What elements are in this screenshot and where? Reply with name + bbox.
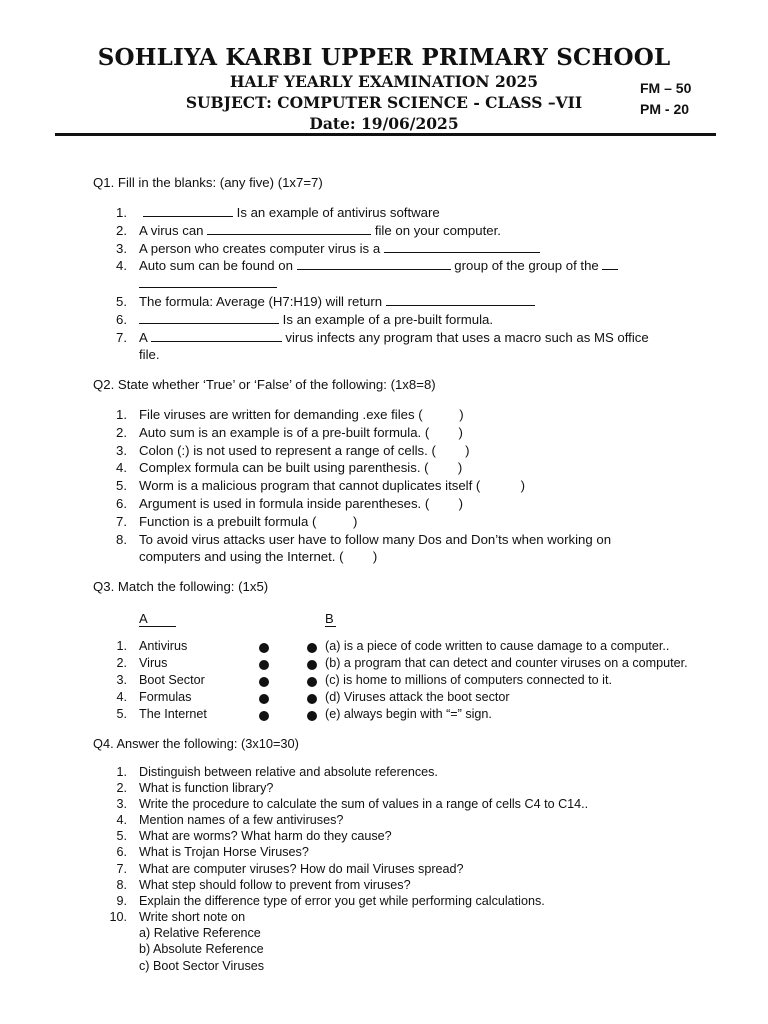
item-text: Colon (:) is not used to represent a range of cells. ( ) (139, 442, 470, 458)
item-number: 4. (116, 690, 127, 704)
answer-blank[interactable] (151, 329, 282, 342)
answer-blank[interactable] (207, 222, 371, 235)
item-number: 6. (116, 845, 127, 860)
item-number: 1. (116, 765, 127, 779)
item-text: Worm is a malicious program that cannot duplicates itself ( ) (139, 478, 525, 494)
q2-list (93, 406, 713, 566)
answer-blank[interactable] (139, 311, 279, 324)
item-number: 2. (116, 781, 127, 796)
item-text: Write short note on (139, 909, 246, 924)
item-number: 5. (116, 829, 127, 844)
item-number: 2. (116, 656, 127, 670)
item-text: Is an example of a pre-built formula. (279, 311, 494, 327)
item-text: A virus can (139, 222, 208, 238)
item-number: 5. (116, 707, 127, 721)
match-row (93, 673, 733, 690)
list-item (93, 459, 713, 477)
exam-title: HALF YEARLY EXAMINATION 2025 (229, 72, 539, 91)
item-text: computers and using the Internet. ( ) (139, 549, 378, 565)
item-number: 3. (116, 673, 127, 687)
right-dot-icon[interactable] (307, 694, 317, 704)
right-dot-icon[interactable] (307, 660, 317, 670)
list-item (93, 329, 713, 365)
match-term: Boot Sector (139, 673, 205, 687)
item-text: Write the procedure to calculate the sum of values in a range of cells C4 to C14.. (139, 797, 589, 812)
item-text: What is function library? (139, 781, 274, 796)
list-item (93, 513, 713, 531)
item-number: 4. (116, 258, 127, 274)
q3-heading: Q3. Match the following: (1x5) (93, 579, 269, 594)
list-item (93, 240, 713, 258)
answer-blank[interactable] (143, 204, 233, 217)
item-number: 3. (116, 442, 127, 458)
answer-blank[interactable] (139, 275, 277, 288)
list-item (93, 812, 713, 828)
list-item (93, 222, 713, 240)
list-item (93, 442, 713, 460)
sub-item: a) Relative Reference (139, 925, 261, 940)
list-item (93, 861, 713, 877)
list-item (93, 311, 713, 329)
list-item (93, 877, 713, 893)
item-number: 4. (116, 460, 127, 476)
match-description: (d) Viruses attack the boot sector (325, 690, 510, 704)
item-number: 8. (116, 531, 127, 547)
left-dot-icon[interactable] (259, 643, 269, 653)
full-marks: FM – 50 (640, 80, 692, 96)
left-dot-icon[interactable] (259, 677, 269, 687)
item-number: 1. (116, 407, 127, 422)
answer-blank[interactable] (602, 257, 618, 270)
answer-blank[interactable] (384, 240, 540, 253)
item-number: 8. (116, 877, 127, 892)
header-divider (55, 133, 716, 136)
match-term: The Internet (139, 707, 207, 721)
match-row (93, 690, 733, 707)
item-text: Mention names of a few antiviruses? (139, 813, 344, 828)
match-description: (b) a program that can detect and counter viruses on a computer. (325, 656, 688, 670)
left-dot-icon[interactable] (259, 694, 269, 704)
item-text: What is Trojan Horse Viruses? (139, 845, 309, 860)
list-item (93, 406, 713, 424)
item-text: A (139, 329, 151, 345)
list-item (93, 796, 713, 812)
item-number: 10. (109, 909, 127, 924)
item-text: file on your computer. (371, 222, 501, 238)
match-row (93, 707, 733, 724)
right-dot-icon[interactable] (307, 711, 317, 721)
q4-list (93, 764, 713, 974)
list-item (93, 257, 713, 293)
item-text: Argument is used in formula inside parentheses. ( ) (139, 495, 463, 511)
answer-blank[interactable] (297, 257, 451, 270)
item-text: file. (139, 347, 160, 363)
item-text: Auto sum can be found on (139, 258, 297, 274)
item-text: Is an example of antivirus software (233, 205, 440, 220)
item-number: 5. (116, 293, 127, 309)
answer-blank[interactable] (386, 293, 535, 306)
column-a-header: A (139, 611, 176, 626)
pass-marks: PM - 20 (640, 101, 690, 117)
item-text: The formula: Average (H7:H19) will return (139, 293, 386, 309)
q1-heading: Q1. Fill in the blanks: (any five) (1x7=7) (93, 175, 323, 190)
exam-date: Date: 19/06/2025 (309, 114, 459, 133)
item-number: 1. (116, 639, 127, 653)
item-number: 5. (116, 478, 127, 494)
match-table (93, 639, 733, 724)
list-item (93, 780, 713, 796)
item-text: To avoid virus attacks user have to follow many Dos and Don’ts when working on (139, 531, 612, 547)
item-number: 2. (116, 222, 127, 238)
match-term: Antivirus (139, 639, 188, 653)
item-text: What are computer viruses? How do mail Viruses spread? (139, 861, 464, 876)
list-item (93, 293, 713, 311)
item-text: Explain the difference type of error you get while performing calculations. (139, 893, 545, 908)
item-number: 7. (116, 861, 127, 876)
item-number: 9. (116, 893, 127, 908)
item-number: 4. (116, 813, 127, 828)
list-item (93, 893, 713, 909)
item-text: A person who creates computer virus is a (139, 240, 384, 256)
match-description: (e) always begin with “=” sign. (325, 707, 492, 721)
sub-item: c) Boot Sector Viruses (139, 958, 265, 973)
left-dot-icon[interactable] (259, 660, 269, 670)
list-item (93, 424, 713, 442)
q2-heading: Q2. State whether ‘True’ or ‘False’ of the following: (1x8=8) (93, 377, 436, 392)
item-number: 2. (116, 424, 127, 440)
right-dot-icon[interactable] (307, 643, 317, 653)
item-number: 3. (116, 797, 127, 812)
item-number: 3. (116, 240, 127, 256)
match-row (93, 656, 733, 673)
list-item (93, 909, 713, 974)
item-text: virus infects any program that uses a macro such as MS office (281, 329, 649, 345)
right-dot-icon[interactable] (307, 677, 317, 687)
sub-item: b) Absolute Reference (139, 942, 264, 957)
match-description: (c) is home to millions of computers connected to it. (325, 673, 612, 687)
item-text: File viruses are written for demanding .exe files ( ) (139, 407, 464, 422)
item-number: 1. (116, 205, 127, 220)
list-item (93, 495, 713, 513)
item-text: What are worms? What harm do they cause? (139, 829, 392, 844)
school-name: SOHLIYA KARBI UPPER PRIMARY SCHOOL (97, 44, 671, 71)
list-item (93, 844, 713, 860)
item-text: Auto sum is an example is of a pre-built formula. ( ) (139, 424, 463, 440)
item-number: 6. (116, 311, 127, 327)
q4-heading: Q4. Answer the following: (3x10=30) (93, 736, 299, 751)
item-text: Function is a prebuilt formula ( ) (139, 513, 358, 529)
item-text: Distinguish between relative and absolute references. (139, 765, 438, 779)
item-number: 7. (116, 329, 127, 345)
list-item (93, 828, 713, 844)
item-text: group of the group of the (450, 258, 603, 274)
list-item (93, 764, 713, 780)
item-text: Complex formula can be built using parenthesis. ( ) (139, 460, 463, 476)
item-number: 6. (116, 495, 127, 511)
column-b-header: B (325, 611, 334, 626)
q1-list (93, 204, 713, 364)
match-description: (a) is a piece of code written to cause damage to a computer.. (325, 639, 670, 653)
left-dot-icon[interactable] (259, 711, 269, 721)
list-item (93, 204, 713, 222)
match-term: Formulas (139, 690, 192, 704)
list-item (93, 531, 713, 567)
sub-list (139, 925, 713, 974)
subject-line: SUBJECT: COMPUTER SCIENCE - CLASS –VII (185, 93, 583, 112)
list-item (93, 477, 713, 495)
match-row (93, 639, 733, 656)
item-text: What step should follow to prevent from viruses? (139, 877, 411, 892)
item-number: 7. (116, 513, 127, 529)
match-term: Virus (139, 656, 168, 670)
